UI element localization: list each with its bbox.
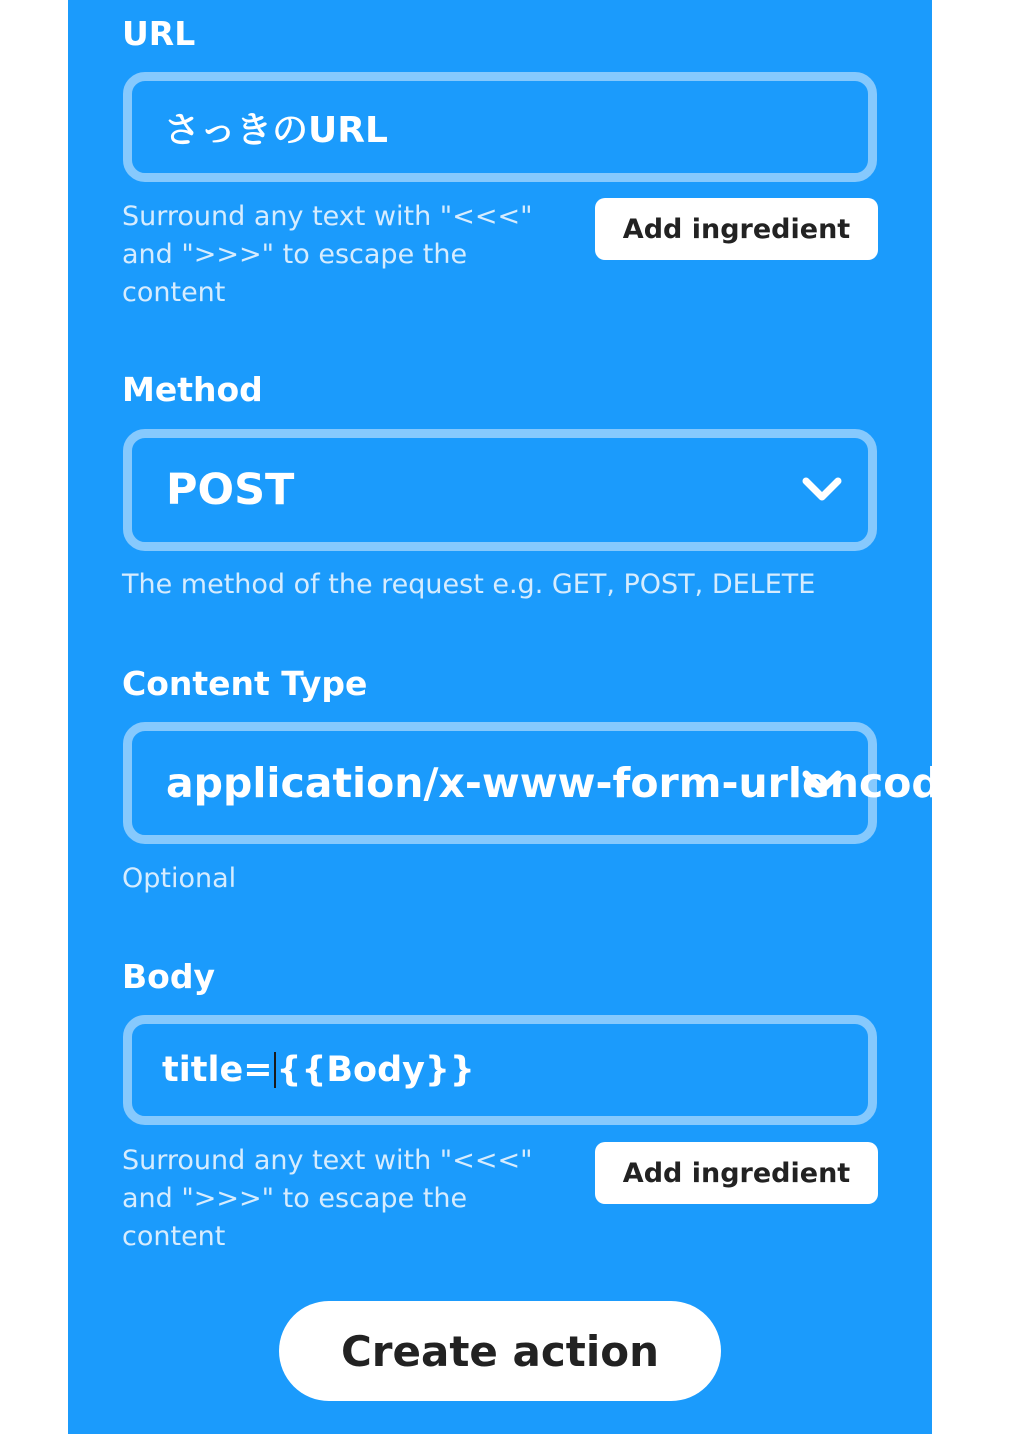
content-type-label: Content Type <box>122 664 368 703</box>
url-input-value: さっきのURL <box>164 109 388 151</box>
body-input-value <box>162 1024 475 1116</box>
body-help-line-1: Surround any text with "<<<" <box>122 1145 533 1176</box>
body-help-line-3: content <box>122 1221 226 1252</box>
body-input[interactable] <box>123 1015 877 1125</box>
create-action-button[interactable]: Create action <box>279 1301 721 1401</box>
url-label: URL <box>122 14 196 53</box>
method-select[interactable] <box>123 429 877 551</box>
method-help: The method of the request e.g. GET, POST, DELETE <box>122 569 816 600</box>
body-value-after-cursor: {{Body}} <box>276 1050 475 1090</box>
content-type-select[interactable] <box>123 722 998 844</box>
text-cursor <box>274 1052 276 1088</box>
url-help-line-1: Surround any text with "<<<" <box>122 201 533 232</box>
chevron-down-icon <box>802 477 842 503</box>
content-type-help: Optional <box>122 863 237 894</box>
method-selected-value: POST <box>166 465 295 515</box>
url-add-ingredient-button[interactable]: Add ingredient <box>595 198 878 260</box>
body-help-line-2: and ">>>" to escape the <box>122 1183 468 1214</box>
method-label: Method <box>122 370 263 409</box>
url-help-line-3: content <box>122 277 226 308</box>
url-input[interactable] <box>123 72 877 182</box>
chevron-down-icon <box>802 770 842 796</box>
content-type-selected-value: application/x-www-form-urlencoded <box>166 759 998 807</box>
body-value-before-cursor: title= <box>162 1050 273 1090</box>
body-add-ingredient-button[interactable]: Add ingredient <box>595 1142 878 1204</box>
url-help-line-2: and ">>>" to escape the <box>122 239 468 270</box>
body-label: Body <box>122 957 215 996</box>
